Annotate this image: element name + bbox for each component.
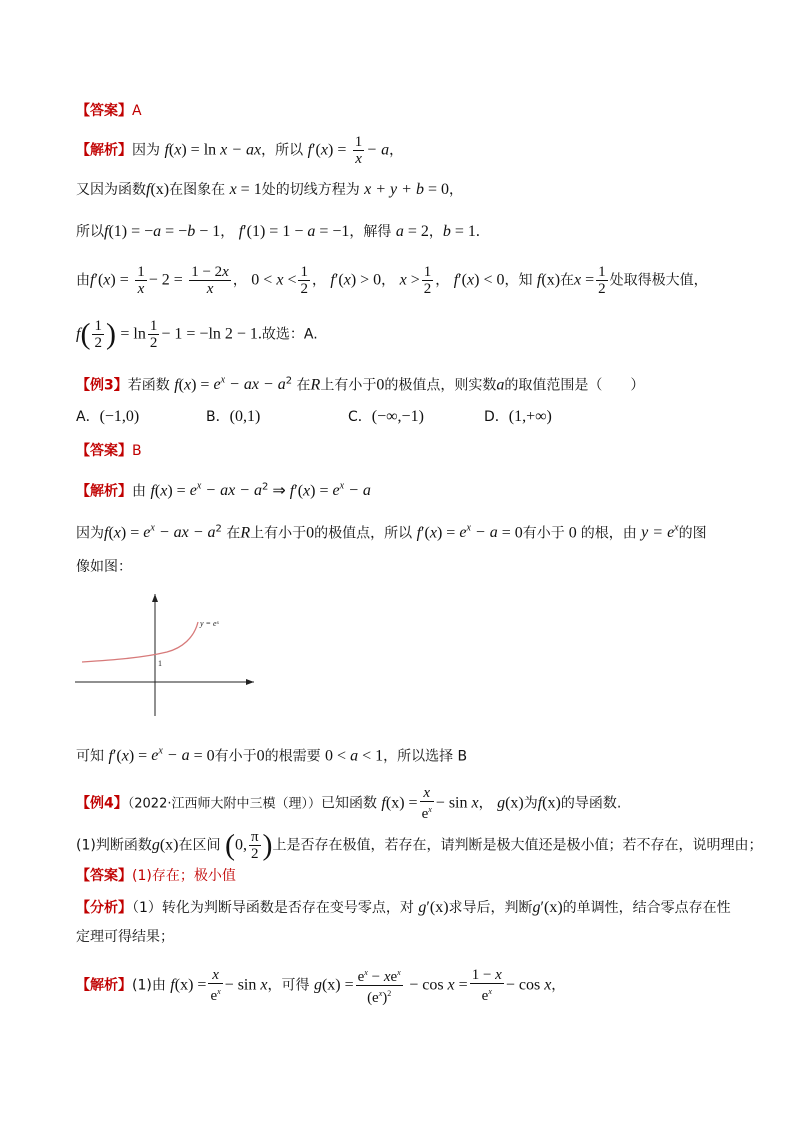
analysis-line-1: 【解析】因为 f(x) = ln x − ax，所以 f′(x) = $\frac{1}{x}$ − a， (76, 134, 404, 167)
analysis-line-5: f( $\frac{1}{2}$ ) = ln $\frac{1}{2}$ − 1 = −ln 2 − 1.故选：A. (76, 317, 318, 351)
example3-analysis-3: 像如图： (76, 559, 132, 575)
answer-value: A (132, 103, 142, 119)
example4-label: 【例4】 (76, 795, 128, 812)
example4-fenxi-1: 【分析】（1）转化为判断导函数是否存在变号零点，对 g′(x)求导后，判断g′(x)的单调性，结合零点存在性 (76, 899, 731, 916)
exp-graph (72, 590, 262, 720)
answer-label: 【答案】 (76, 103, 132, 119)
example4-question: 【例4】（2022·江西师大附中三模（理））已知函数 f(x) = $\frac{x}{e^x}$ − sin x， g(x)为f(x)的导函数. (76, 785, 622, 822)
option-b: B．(0,1) (206, 408, 261, 425)
analysis-line-3: 所以f(1) = −a = −b − 1， f′(1) = 1 − a = −1，解得 a = 2，b = 1. (76, 223, 480, 240)
exp-curve (82, 622, 198, 662)
example3-question: 【例3】若函数 $f(x) = e^x$ − ax − $a^2$ 在R上有小于0的极值点，则实数a的取值范围是（ ） (76, 375, 645, 394)
example4-fenxi-2: 定理可得结果； (76, 929, 174, 945)
answer-line-1 (76, 101, 142, 121)
analysis-label: 【解析】 (76, 142, 132, 159)
y-axis-arrow (152, 594, 158, 602)
option-d: D．(1,+∞) (484, 408, 552, 425)
x-axis-arrow (246, 679, 254, 685)
example4-solution: 【解析】(1)由 f(x) = $\frac{x}{e^x}$ − sin x，可得 g(x) = $\frac{e^x - xe^x}{(e^x)^2}$ − cos x = $\frac{1 - x}{e^x}$ − cos x， (76, 967, 566, 1006)
curve-label: y = eˣ (200, 619, 219, 628)
option-c: C．(−∞,−1) (348, 408, 424, 425)
example4-part1: (1)判断函数g(x)在区间 (0, $\frac{\pi}{2}$ )上是否存在极值，若存在，请判断是极大值还是极小值；若不存在，说明理由； (76, 828, 763, 862)
option-a: A．(−1,0) (76, 408, 140, 425)
example3-conclusion: 可知 $f'(x) = e^x - a = 0$有小于0的根需要 0 < a < 1，所以选择 B (76, 746, 468, 765)
example3-label: 【例3】 (76, 377, 128, 394)
example3-analysis-2: 因为$f(x) = e^x$ − ax − $a^2$ 在R上有小于0的极值点，所以 $f'(x) = e^x - a = 0$有小于 0 的根，由 $y = e^x$的图 (76, 523, 707, 542)
example3-answer: 【答案】B (76, 443, 142, 459)
example3-options (76, 407, 716, 429)
analysis-line-2: 又因为函数f(x)在图象在 x = 1处的切线方程为 x + y + b = 0， (76, 181, 463, 198)
y-intercept-label: 1 (158, 659, 162, 668)
example4-answer: 【答案】(1)存在；极小值 (76, 868, 236, 884)
analysis-line-4: 由f′(x) = $\frac{1}{x}$ − 2 = $\frac{1 - 2x}{x}$ ， 0 < x < $\frac{1}{2}$ ， f′(x) > 0， x > $\frac{1}{2}$ ， f′(x) < 0，知 f(x)在x = $\frac{1}{2}$ 处取得极大值， (76, 264, 708, 297)
example3-analysis-1: 【解析】由 $f(x) = e^x$ − ax − $a^2$ ⇒ $f'(x) = e^x - a$ (76, 481, 371, 500)
